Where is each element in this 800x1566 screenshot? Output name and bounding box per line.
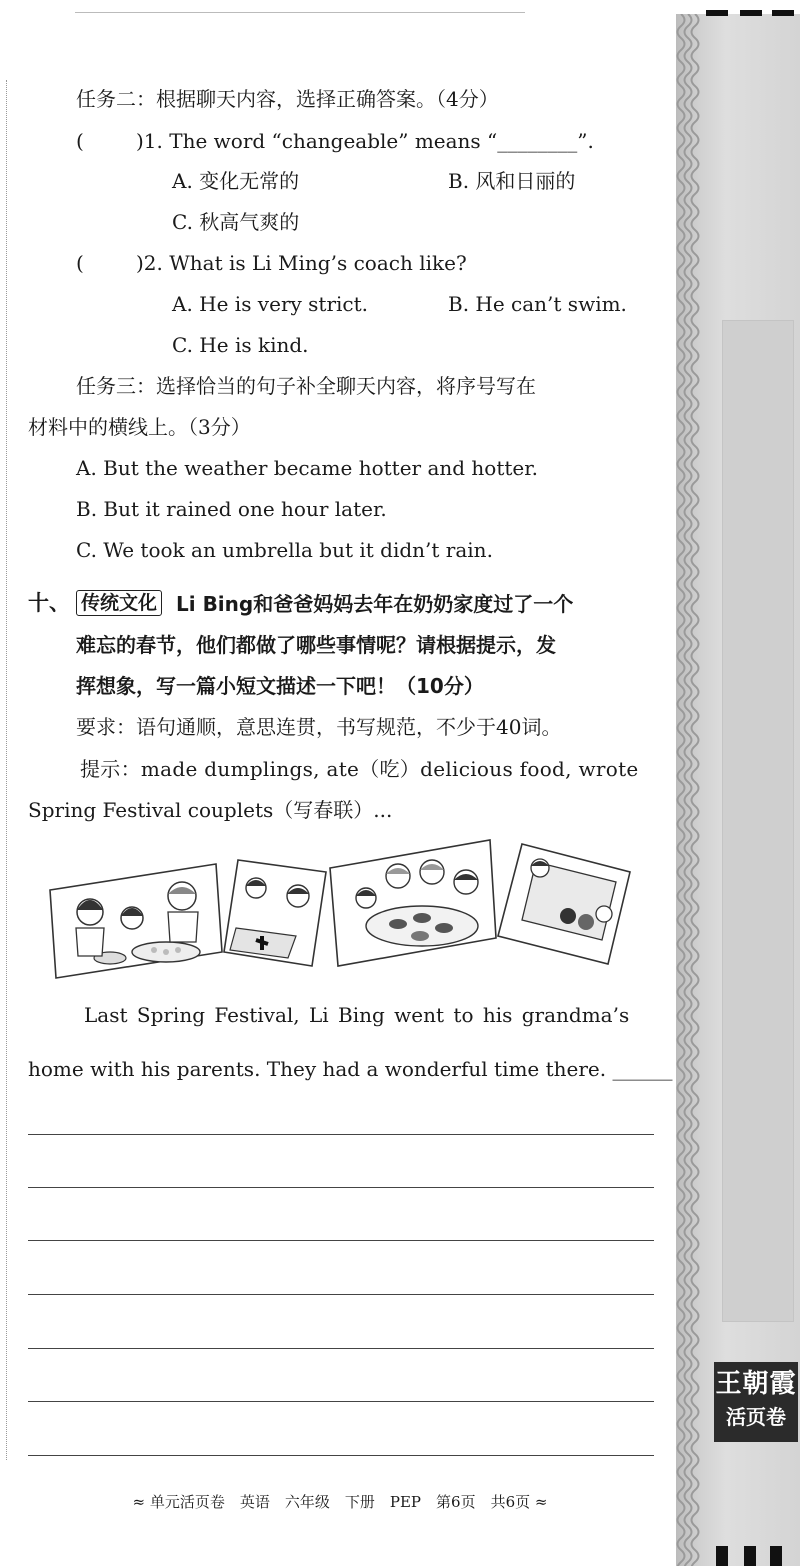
q1-option-b: B. 风和日丽的 <box>448 169 576 193</box>
section10-prompt-line2: 难忘的春节，他们都做了哪些事情呢？请根据提示，发 <box>76 633 556 657</box>
page-footer: ≈ 单元活页卷 英语 六年级 下册 PEP 第6页 共6页 ≈ <box>132 1493 548 1511</box>
task2-heading: 任务二：根据聊天内容，选择正确答案。（4分） <box>76 87 499 111</box>
q2-option-b: B. He can’t swim. <box>448 292 627 316</box>
writing-line[interactable] <box>28 1401 654 1402</box>
q1-answer-paren[interactable]: ( <box>76 129 84 153</box>
writing-line[interactable] <box>28 1348 654 1349</box>
q2-option-c: C. He is kind. <box>172 333 309 357</box>
q1-option-c: C. 秋高气爽的 <box>172 210 300 234</box>
binding-dotted-line <box>6 80 7 1460</box>
section10-prompt-line3: 挥想象，写一篇小短文描述一下吧！（10分） <box>76 674 484 698</box>
brand-logo <box>714 1362 798 1442</box>
passage-line1: Last Spring Festival, Li Bing went to his grandma’s <box>84 1003 630 1027</box>
q1-option-a: A. 变化无常的 <box>172 169 300 193</box>
writing-line[interactable] <box>28 1455 654 1456</box>
top-divider <box>75 12 525 13</box>
task3-option-a: A. But the weather became hotter and hotter. <box>76 456 538 480</box>
section10-prompt-line1: Li Bing和爸爸妈妈去年在奶奶家度过了一个 <box>176 592 574 616</box>
q2-stem: )2. What is Li Ming’s coach like? <box>136 251 467 275</box>
writing-line[interactable] <box>28 1134 654 1135</box>
section10-hint-cont: Spring Festival couplets（写春联）... <box>28 798 393 822</box>
writing-line[interactable] <box>28 1187 654 1188</box>
brand-subtitle: 活页卷 <box>726 1405 786 1429</box>
writing-line[interactable] <box>28 1240 654 1241</box>
q1-stem: )1. The word “changeable” means “________”. <box>136 129 594 153</box>
family-dinner-illustration <box>326 838 498 968</box>
writing-couplets-illustration <box>222 858 328 968</box>
passage-line2[interactable]: home with his parents. They had a wonderful time there. ______ <box>28 1057 673 1081</box>
culture-tag: 传统文化 <box>76 590 162 616</box>
task3-heading: 任务三：选择恰当的句子补全聊天内容，将序号写在 <box>76 374 536 398</box>
section10-number: 十、 <box>28 591 70 615</box>
wavy-edge-decoration <box>676 14 702 1566</box>
task3-heading-cont: 材料中的横线上。（3分） <box>28 415 251 439</box>
task3-option-b: B. But it rained one hour later. <box>76 497 387 521</box>
q2-answer-paren[interactable]: ( <box>76 251 84 275</box>
brand-name: 王朝霞 <box>715 1369 797 1399</box>
side-strip-panel <box>722 320 794 1322</box>
section10-tag-wrapper <box>76 590 162 616</box>
family-making-dumplings-illustration <box>46 860 224 980</box>
section10-hint: 提示：made dumplings, ate（吃）delicious food, wrote <box>80 757 639 781</box>
watching-tv-illustration <box>496 842 632 966</box>
section10-requirement: 要求：语句通顺，意思连贯，书写规范，不少于40词。 <box>76 715 562 739</box>
task3-option-c: C. We took an umbrella but it didn’t rain. <box>76 538 493 562</box>
q2-option-a: A. He is very strict. <box>172 292 369 316</box>
writing-line[interactable] <box>28 1294 654 1295</box>
